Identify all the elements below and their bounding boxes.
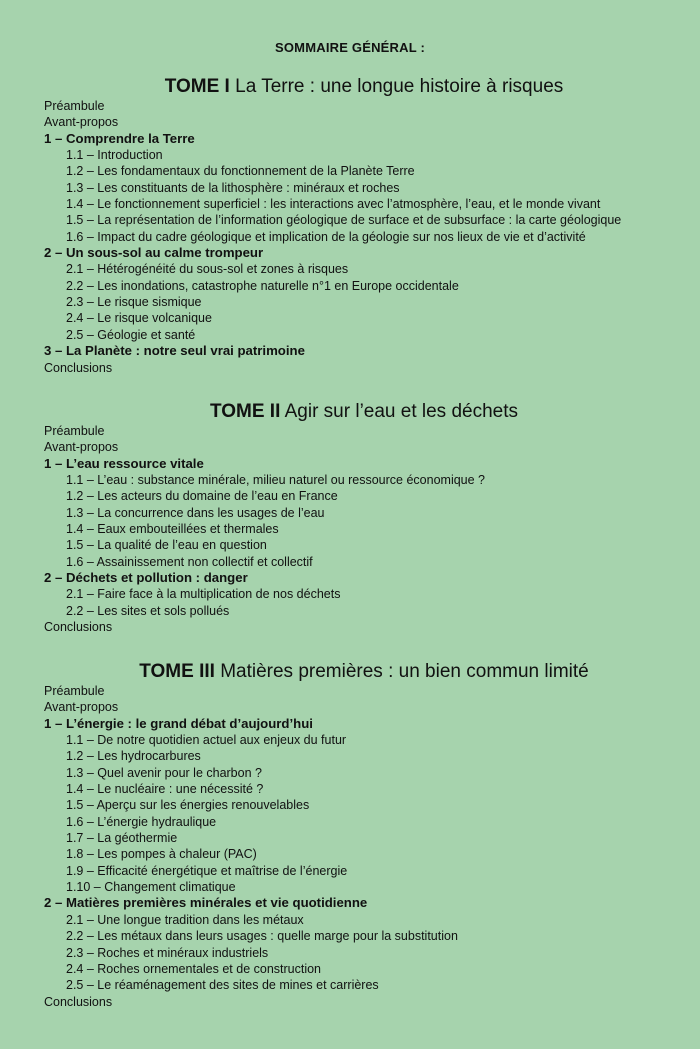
tome-heading: [44, 401, 684, 423]
toc-entry: Préambule: [44, 684, 105, 698]
section-entry: 1.5 – La qualité de l’eau en question: [66, 538, 267, 553]
chapter-heading: 1 – L’énergie : le grand débat d’aujourd’hui: [44, 715, 313, 731]
section-entry: 1.6 – Assainissement non collectif et collectif: [66, 554, 313, 569]
tome-heading: [44, 661, 684, 683]
section-entry: 1.1 – Introduction: [66, 148, 163, 163]
chapter-heading: 1 – Comprendre la Terre: [44, 130, 195, 146]
tome-title: Agir sur l’eau et les déchets: [284, 401, 519, 422]
page-title: SOMMAIRE GÉNÉRAL :: [275, 40, 425, 55]
toc-entry: Avant-propos: [44, 700, 119, 715]
section-entry: 2.4 – Le risque volcanique: [66, 311, 212, 326]
section-entry: 2.5 – Le réaménagement des sites de mines et carrières: [66, 978, 379, 993]
toc-entry: Préambule: [44, 424, 105, 438]
chapter-heading: 1 – L’eau ressource vitale: [44, 455, 204, 471]
tome-number: TOME II: [209, 401, 281, 422]
section-entry: 1.4 – Le fonctionnement superficiel : les interactions avec l’atmosphère, l’eau, et le monde vivant: [66, 197, 601, 212]
section-entry: 1.4 – Le nucléaire : une nécessité ?: [66, 782, 264, 797]
tome-title: Matières premières : un bien commun limité: [220, 661, 589, 682]
tome-number: TOME III: [139, 661, 215, 682]
tome-title: La Terre : une longue histoire à risques: [235, 76, 564, 97]
section-entry: 1.2 – Les fondamentaux du fonctionnement de la Planète Terre: [66, 164, 415, 179]
chapter-heading: 2 – Déchets et pollution : danger: [44, 570, 248, 586]
section-entry: 2.2 – Les inondations, catastrophe naturelle n°1 en Europe occidentale: [66, 278, 459, 293]
section-entry: 1.10 – Changement climatique: [66, 880, 236, 895]
section-entry: 1.4 – Eaux embouteillées et thermales: [66, 522, 279, 537]
section-entry: 1.1 – De notre quotidien actuel aux enjeux du futur: [66, 733, 347, 748]
section-entry: 1.3 – La concurrence dans les usages de l’eau: [66, 505, 325, 520]
section-entry: 1.2 – Les hydrocarbures: [66, 749, 201, 764]
tome-entries: [44, 423, 684, 635]
toc-entry: Préambule: [44, 99, 105, 113]
toc-entry: Conclusions: [44, 360, 113, 375]
tome-section: [44, 401, 684, 635]
section-entry: 1.6 – L’énergie hydraulique: [66, 814, 217, 829]
chapter-heading: 3 – La Planète : notre seul vrai patrimoine: [44, 343, 305, 359]
tome-entries: [44, 98, 684, 376]
section-entry: 1.2 – Les acteurs du domaine de l’eau en France: [66, 489, 338, 504]
section-entry: 2.3 – Le risque sismique: [66, 295, 202, 310]
section-entry: 2.1 – Faire face à la multiplication de nos déchets: [66, 587, 341, 602]
section-entry: 2.3 – Roches et minéraux industriels: [66, 945, 269, 960]
section-entry: 1.7 – La géothermie: [66, 831, 178, 846]
toc-entry: Conclusions: [44, 994, 113, 1009]
section-entry: 1.8 – Les pompes à chaleur (PAC): [66, 847, 257, 862]
section-entry: 1.3 – Les constituants de la lithosphère : minéraux et roches: [66, 180, 400, 195]
chapter-heading: 2 – Matières premières minérales et vie quotidienne: [44, 895, 368, 911]
section-entry: 1.5 – Aperçu sur les énergies renouvelables: [66, 798, 310, 813]
section-entry: 2.1 – Hétérogénéité du sous-sol et zones à risques: [66, 262, 349, 277]
section-entry: 1.6 – Impact du cadre géologique et implication de la géologie sur nos lieux de vie et d’activité: [66, 229, 586, 244]
section-entry: 1.9 – Efficacité énergétique et maîtrise de l’énergie: [66, 863, 348, 878]
section-entry: 2.2 – Les sites et sols pollués: [66, 603, 230, 618]
section-entry: 2.1 – Une longue tradition dans les métaux: [66, 912, 304, 927]
toc-entry: Avant-propos: [44, 440, 119, 455]
toc-entry: Avant-propos: [44, 115, 119, 130]
section-entry: 2.2 – Les métaux dans leurs usages : quelle marge pour la substitution: [66, 929, 458, 944]
toc-entry: Conclusions: [44, 620, 113, 635]
tome-number: TOME I: [164, 76, 230, 97]
section-entry: 1.1 – L’eau : substance minérale, milieu naturel ou ressource économique ?: [66, 473, 486, 488]
section-entry: 2.5 – Géologie et santé: [66, 327, 196, 342]
tome-section: [44, 76, 684, 376]
section-entry: 1.3 – Quel avenir pour le charbon ?: [66, 765, 262, 780]
tome-entries: [44, 683, 684, 1010]
tome-section: [44, 661, 684, 1010]
section-entry: 2.4 – Roches ornementales et de construction: [66, 961, 322, 976]
tome-heading: [44, 76, 684, 98]
chapter-heading: 2 – Un sous-sol au calme trompeur: [44, 245, 264, 261]
section-entry: 1.5 – La représentation de l’information géologique de surface et de subsurface : la carte géologique: [66, 213, 622, 228]
